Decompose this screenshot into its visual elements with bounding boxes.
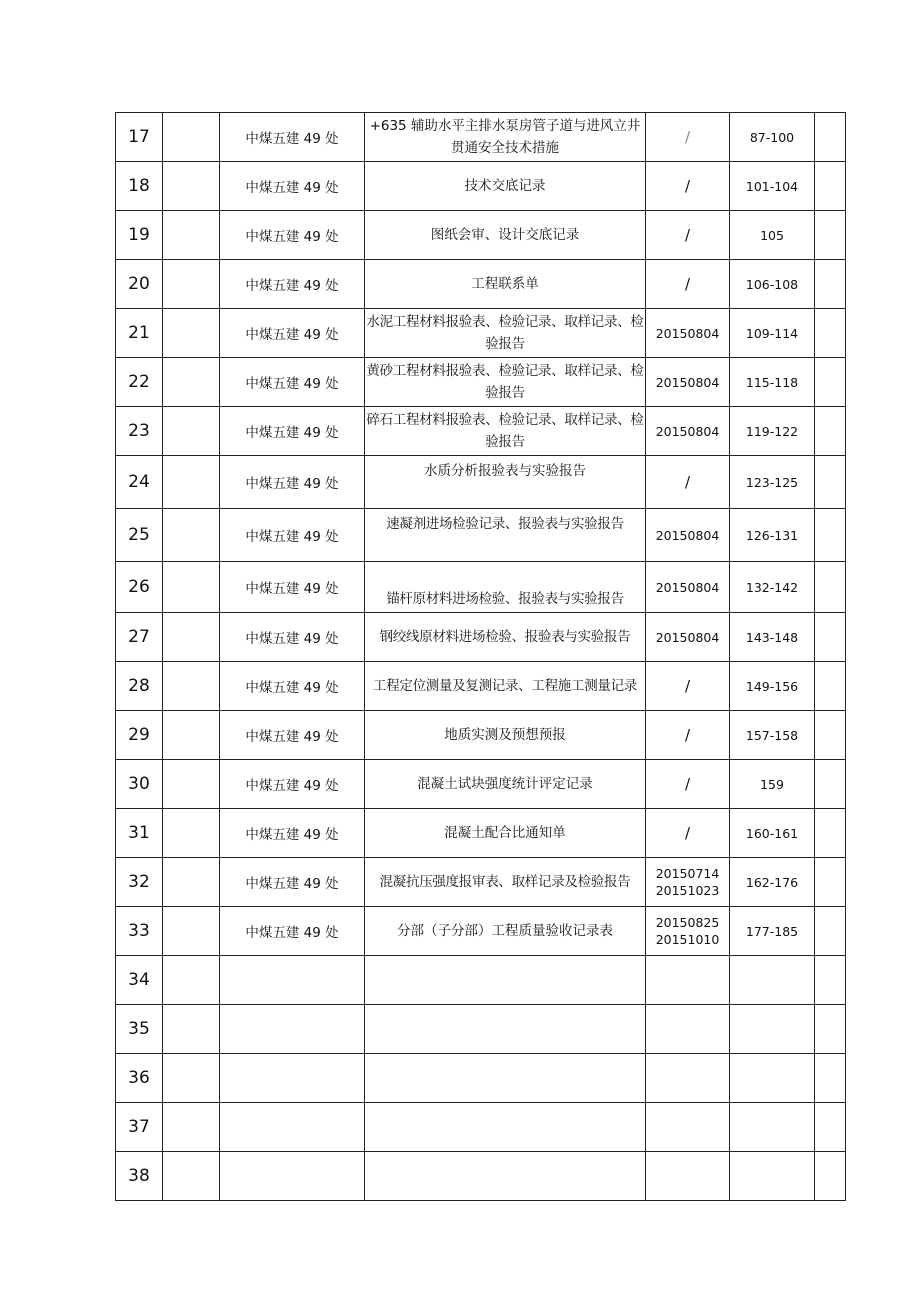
page-range: 105: [730, 211, 815, 260]
row-number: 24: [116, 456, 163, 509]
document-date: /: [646, 760, 730, 809]
document-title: [365, 1005, 646, 1054]
document-title: [365, 956, 646, 1005]
document-date: [646, 956, 730, 1005]
table-row: [116, 760, 846, 809]
blank-cell: [163, 260, 220, 309]
blank-cell: [163, 1054, 220, 1103]
document-date: /: [646, 211, 730, 260]
table-row: [116, 907, 846, 956]
remarks-cell: [815, 760, 846, 809]
responsible-unit: 中煤五建 49 处: [220, 613, 365, 662]
blank-cell: [163, 162, 220, 211]
table-row: [116, 456, 846, 509]
blank-cell: [163, 907, 220, 956]
document-title: 黄砂工程材料报验表、检验记录、取样记录、检验报告: [365, 358, 646, 407]
responsible-unit: 中煤五建 49 处: [220, 162, 365, 211]
blank-cell: [163, 358, 220, 407]
page-range: [730, 956, 815, 1005]
table-row: [116, 113, 846, 162]
document-title: 工程定位测量及复测记录、工程施工测量记录: [365, 662, 646, 711]
page-range: 115-118: [730, 358, 815, 407]
page-range: 162-176: [730, 858, 815, 907]
page-range: [730, 1103, 815, 1152]
document-date: [646, 1103, 730, 1152]
remarks-cell: [815, 956, 846, 1005]
table-row: [116, 260, 846, 309]
table-row: [116, 407, 846, 456]
table-row: [116, 711, 846, 760]
responsible-unit: 中煤五建 49 处: [220, 858, 365, 907]
table-row: [116, 162, 846, 211]
document-date: 20150804: [646, 613, 730, 662]
document-date: /: [646, 162, 730, 211]
page-range: [730, 1005, 815, 1054]
page-range: 119-122: [730, 407, 815, 456]
row-number: 36: [116, 1054, 163, 1103]
blank-cell: [163, 309, 220, 358]
row-number: 33: [116, 907, 163, 956]
responsible-unit: 中煤五建 49 处: [220, 809, 365, 858]
table-row: [116, 1152, 846, 1201]
blank-cell: [163, 1103, 220, 1152]
blank-cell: [163, 956, 220, 1005]
remarks-cell: [815, 113, 846, 162]
blank-cell: [163, 211, 220, 260]
document-date: /: [646, 809, 730, 858]
document-date: 20150804: [646, 509, 730, 562]
remarks-cell: [815, 1103, 846, 1152]
page-range: 109-114: [730, 309, 815, 358]
document-title: 锚杆原材料进场检验、报验表与实验报告: [365, 562, 646, 613]
remarks-cell: [815, 407, 846, 456]
document-date: [646, 1152, 730, 1201]
blank-cell: [163, 613, 220, 662]
table-row: [116, 809, 846, 858]
remarks-cell: [815, 809, 846, 858]
row-number: 37: [116, 1103, 163, 1152]
responsible-unit: [220, 1054, 365, 1103]
row-number: 31: [116, 809, 163, 858]
responsible-unit: 中煤五建 49 处: [220, 211, 365, 260]
document-title: [365, 1152, 646, 1201]
page-range: [730, 1152, 815, 1201]
row-number: 20: [116, 260, 163, 309]
remarks-cell: [815, 260, 846, 309]
blank-cell: [163, 760, 220, 809]
table-row: [116, 358, 846, 407]
document-title: 技术交底记录: [365, 162, 646, 211]
responsible-unit: 中煤五建 49 处: [220, 260, 365, 309]
document-title: 水泥工程材料报验表、检验记录、取样记录、检验报告: [365, 309, 646, 358]
document-date: 20150825 20151010: [646, 907, 730, 956]
blank-cell: [163, 1005, 220, 1054]
responsible-unit: 中煤五建 49 处: [220, 662, 365, 711]
page-range: 123-125: [730, 456, 815, 509]
row-number: 22: [116, 358, 163, 407]
document-title: 混凝抗压强度报审表、取样记录及检验报告: [365, 858, 646, 907]
document-date: [646, 1005, 730, 1054]
document-title: 图纸会审、设计交底记录: [365, 211, 646, 260]
blank-cell: [163, 407, 220, 456]
remarks-cell: [815, 907, 846, 956]
table-row: [116, 309, 846, 358]
responsible-unit: [220, 1103, 365, 1152]
document-date: 20150804: [646, 407, 730, 456]
page-range: 160-161: [730, 809, 815, 858]
document-title: 工程联系单: [365, 260, 646, 309]
document-date: /: [646, 260, 730, 309]
remarks-cell: [815, 711, 846, 760]
responsible-unit: 中煤五建 49 处: [220, 113, 365, 162]
table-row: [116, 662, 846, 711]
row-number: 21: [116, 309, 163, 358]
table-row: [116, 211, 846, 260]
document-date: [646, 1054, 730, 1103]
remarks-cell: [815, 562, 846, 613]
archive-register-table: [115, 112, 846, 1201]
page-range: 126-131: [730, 509, 815, 562]
responsible-unit: [220, 956, 365, 1005]
remarks-cell: [815, 358, 846, 407]
table-row: [116, 509, 846, 562]
row-number: 25: [116, 509, 163, 562]
document-date: /: [646, 456, 730, 509]
row-number: 30: [116, 760, 163, 809]
row-number: 34: [116, 956, 163, 1005]
blank-cell: [163, 562, 220, 613]
page-range: 143-148: [730, 613, 815, 662]
responsible-unit: 中煤五建 49 处: [220, 562, 365, 613]
responsible-unit: 中煤五建 49 处: [220, 711, 365, 760]
document-date: 20150804: [646, 358, 730, 407]
remarks-cell: [815, 858, 846, 907]
blank-cell: [163, 1152, 220, 1201]
remarks-cell: [815, 1054, 846, 1103]
document-date: 20150804: [646, 309, 730, 358]
row-number: 17: [116, 113, 163, 162]
row-number: 28: [116, 662, 163, 711]
blank-cell: [163, 858, 220, 907]
document-date: 20150714 20151023: [646, 858, 730, 907]
responsible-unit: 中煤五建 49 处: [220, 760, 365, 809]
document-date: /: [646, 113, 730, 162]
document-date: 20150804: [646, 562, 730, 613]
document-title: 混凝土试块强度统计评定记录: [365, 760, 646, 809]
document-title: 速凝剂进场检验记录、报验表与实验报告: [365, 509, 646, 562]
remarks-cell: [815, 211, 846, 260]
responsible-unit: 中煤五建 49 处: [220, 907, 365, 956]
responsible-unit: 中煤五建 49 处: [220, 358, 365, 407]
responsible-unit: [220, 1005, 365, 1054]
row-number: 27: [116, 613, 163, 662]
remarks-cell: [815, 509, 846, 562]
responsible-unit: 中煤五建 49 处: [220, 407, 365, 456]
blank-cell: [163, 662, 220, 711]
table-row: [116, 613, 846, 662]
row-number: 26: [116, 562, 163, 613]
table-row: [116, 956, 846, 1005]
row-number: 35: [116, 1005, 163, 1054]
document-title: 碎石工程材料报验表、检验记录、取样记录、检验报告: [365, 407, 646, 456]
row-number: 29: [116, 711, 163, 760]
table-row: [116, 1005, 846, 1054]
page-range: [730, 1054, 815, 1103]
document-title: [365, 1103, 646, 1152]
responsible-unit: [220, 1152, 365, 1201]
remarks-cell: [815, 1152, 846, 1201]
document-title: 分部（子分部）工程质量验收记录表: [365, 907, 646, 956]
remarks-cell: [815, 1005, 846, 1054]
page-range: 157-158: [730, 711, 815, 760]
document-title: [365, 1054, 646, 1103]
blank-cell: [163, 711, 220, 760]
document-title: 钢绞线原材料进场检验、报验表与实验报告: [365, 613, 646, 662]
document-date: /: [646, 711, 730, 760]
row-number: 23: [116, 407, 163, 456]
table-row: [116, 562, 846, 613]
document-title: +635 辅助水平主排水泵房管子道与进风立井贯通安全技术措施: [365, 113, 646, 162]
blank-cell: [163, 809, 220, 858]
table-row: [116, 858, 846, 907]
page-range: 149-156: [730, 662, 815, 711]
responsible-unit: 中煤五建 49 处: [220, 309, 365, 358]
remarks-cell: [815, 662, 846, 711]
remarks-cell: [815, 613, 846, 662]
page-range: 101-104: [730, 162, 815, 211]
page-range: 159: [730, 760, 815, 809]
page-range: 106-108: [730, 260, 815, 309]
responsible-unit: 中煤五建 49 处: [220, 456, 365, 509]
page-range: 87-100: [730, 113, 815, 162]
row-number: 38: [116, 1152, 163, 1201]
table-row: [116, 1054, 846, 1103]
document-title: 地质实测及预想预报: [365, 711, 646, 760]
remarks-cell: [815, 456, 846, 509]
row-number: 32: [116, 858, 163, 907]
remarks-cell: [815, 162, 846, 211]
row-number: 18: [116, 162, 163, 211]
blank-cell: [163, 509, 220, 562]
document-title: 水质分析报验表与实验报告: [365, 456, 646, 509]
remarks-cell: [815, 309, 846, 358]
page-range: 177-185: [730, 907, 815, 956]
document-title: 混凝土配合比通知单: [365, 809, 646, 858]
blank-cell: [163, 113, 220, 162]
document-date: /: [646, 662, 730, 711]
page-range: 132-142: [730, 562, 815, 613]
table-row: [116, 1103, 846, 1152]
row-number: 19: [116, 211, 163, 260]
blank-cell: [163, 456, 220, 509]
responsible-unit: 中煤五建 49 处: [220, 509, 365, 562]
